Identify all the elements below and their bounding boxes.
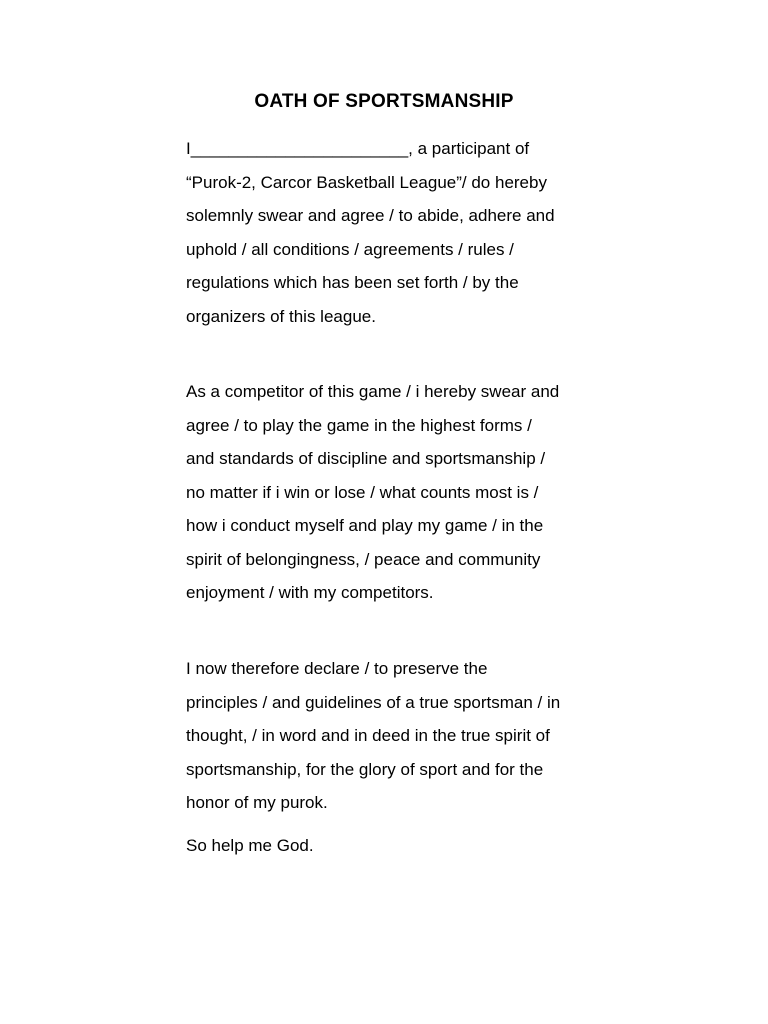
text-line: thought, / in word and in deed in the true spirit of — [186, 726, 550, 745]
text-line: So help me God. — [186, 836, 314, 855]
text-line: agree / to play the game in the highest forms / — [186, 415, 532, 435]
text-line: no matter if i win or lose / what counts most is / — [186, 482, 539, 502]
text-line: and standards of discipline and sportsmanship / — [186, 449, 546, 468]
text-line: solemnly swear and agree / to abide, adhere and — [186, 206, 555, 225]
text-line: regulations which has been set forth / by the — [186, 273, 519, 292]
document-title: OATH OF SPORTSMANSHIP — [254, 91, 514, 112]
text-line: I_______________________, a participant of — [186, 139, 530, 158]
text-line: I now therefore declare / to preserve the — [186, 659, 488, 678]
text-line: “Purok-2, Carcor Basketball League”/ do hereby — [186, 172, 547, 192]
text-line: organizers of this league. — [186, 306, 376, 326]
text-line: how i conduct myself and play my game / in the — [186, 516, 544, 535]
paragraph-declaration — [186, 652, 606, 820]
text-line: spirit of belongingness, / peace and community — [186, 549, 541, 569]
paragraph-oath-intro — [186, 132, 606, 333]
paragraph-competitor-pledge — [186, 375, 606, 610]
text-line: uphold / all conditions / agreements / rules / — [186, 239, 514, 259]
text-line: enjoyment / with my competitors. — [186, 583, 434, 602]
text-line: principles / and guidelines of a true sportsman / in — [186, 692, 561, 712]
text-line: As a competitor of this game / i hereby swear and — [186, 382, 560, 401]
text-line: honor of my purok. — [186, 793, 328, 812]
paragraph-closing — [186, 829, 606, 863]
text-line: sportsmanship, for the glory of sport and for the — [186, 759, 544, 779]
